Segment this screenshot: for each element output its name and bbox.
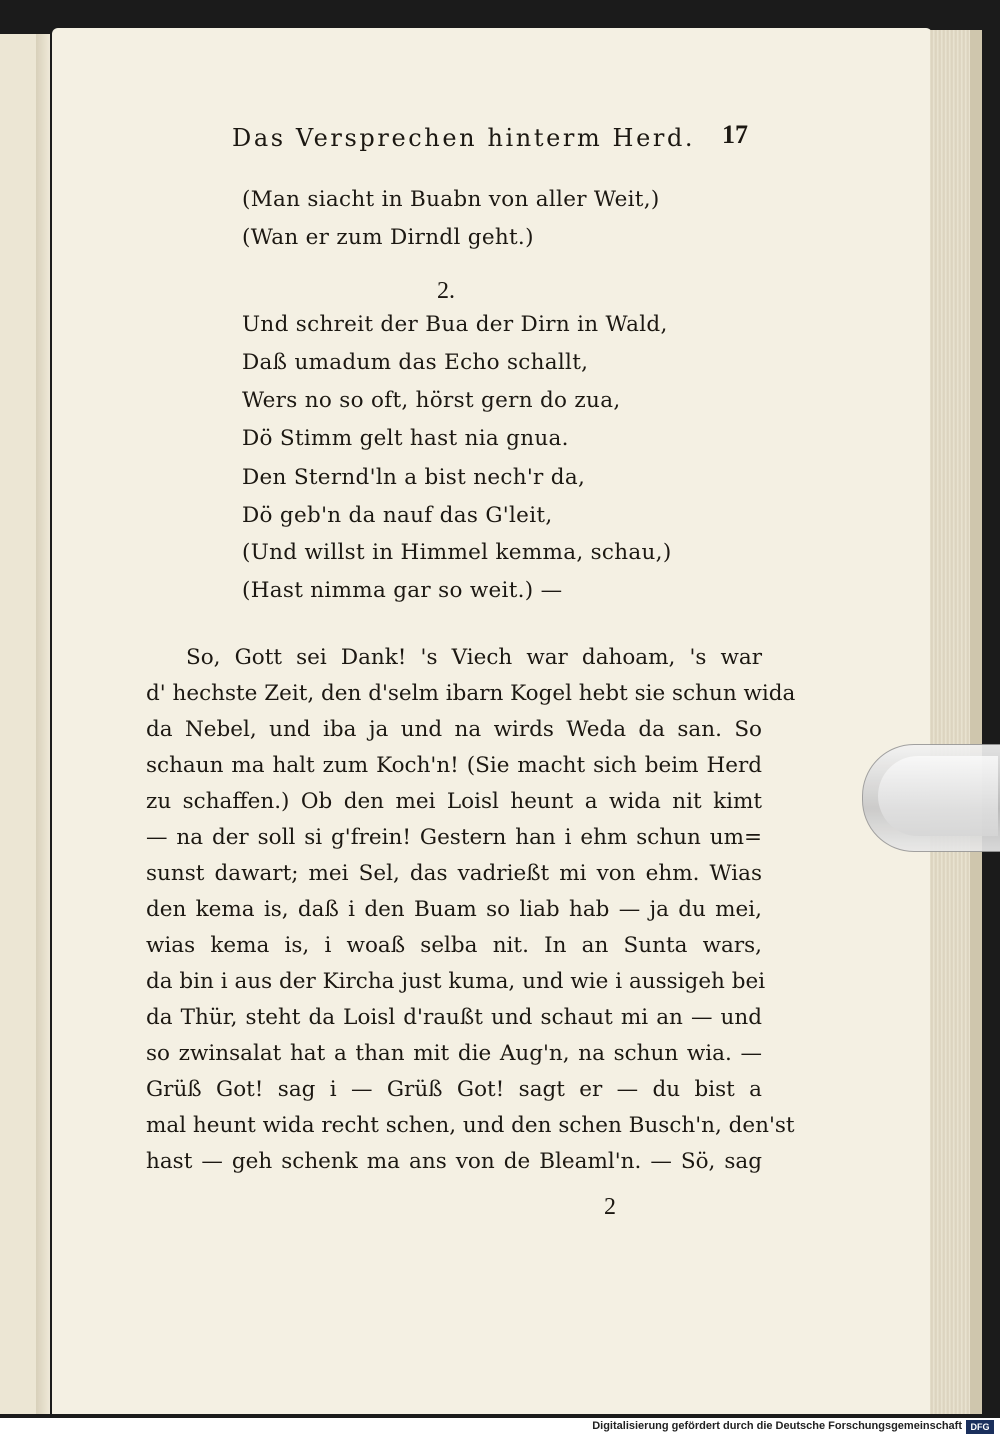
verse-line: Dö Stimm gelt hast nia gnua. (242, 426, 569, 451)
verse-line: Den Sternd'ln a bist nech'r da, (242, 465, 586, 490)
page-block-shadow (970, 30, 982, 1414)
verse-line: Dö geb'n da nauf das G'leit, (242, 503, 553, 528)
verse-line: Wers no so oft, hörst gern do zua, (242, 388, 621, 413)
prose-line: wias kema is, i woaß selba nit. In an Sunta wars, (146, 933, 762, 958)
prose-line: — na der soll si g'frein! Gestern han i ehm schun um= (146, 825, 762, 850)
prose-line: da bin i aus der Kircha just kuma, und wie i aussigeh bei (146, 969, 766, 994)
signature-mark: 2 (604, 1194, 616, 1220)
prose-line: d' hechste Zeit, den d'selm ibarn Kogel hebt sie schun wida (146, 681, 796, 706)
verse-line: (Man siacht in Buabn von aller Weit,) (242, 187, 660, 212)
prose-line: da Thür, steht da Loisl d'raußt und schaut mi an — und (146, 1005, 762, 1030)
prose-line: hast — geh schenk ma ans von de Bleaml'n. — Sö, sag (146, 1149, 762, 1174)
verse-line: (Wan er zum Dirndl geht.) (242, 225, 534, 250)
stanza-number: 2. (437, 278, 455, 304)
verse-line: Daß umadum das Echo schallt, (242, 350, 589, 375)
prose-line: sunst dawart; mei Sel, das vadrießt mi von ehm. Wias (146, 861, 762, 886)
prose-line: da Nebel, und iba ja und na wirds Weda da san. So (146, 717, 762, 742)
gutter-shadow (36, 34, 50, 1414)
prose-line: den kema is, daß i den Buam so liab hab — ja du mei, (146, 897, 762, 922)
footer-bar (0, 1418, 1000, 1437)
prose-line: zu schaffen.) Ob den mei Loisl heunt a wida nit kimt (146, 789, 762, 814)
verse-line: Und schreit der Bua der Dirn in Wald, (242, 312, 668, 337)
prose-line: so zwinsalat hat a than mit die Aug'n, na schun wia. — (146, 1041, 762, 1066)
verse-line: (Hast nimma gar so weit.) — (242, 578, 563, 603)
prose-line: schaun ma halt zum Koch'n! (Sie macht sich beim Herd (146, 753, 762, 778)
dfg-logo: DFG (966, 1420, 994, 1434)
verse-line: (Und willst in Himmel kemma, schau,) (242, 540, 672, 565)
prose-line: So, Gott sei Dank! 's Viech war dahoam, 's war (186, 645, 762, 670)
page-number: 17 (722, 120, 748, 149)
page-clip-highlight (878, 756, 998, 836)
prose-line: mal heunt wida recht schen, und den schen Busch'n, den'st (146, 1113, 795, 1138)
prose-line: Grüß Got! sag i — Grüß Got! sagt er — du bist a (146, 1077, 762, 1102)
funding-credit: Digitalisierung gefördert durch die Deutsche Forschungsgemeinschaft (592, 1420, 962, 1432)
running-head: Das Versprechen hinterm Herd. (232, 124, 696, 152)
